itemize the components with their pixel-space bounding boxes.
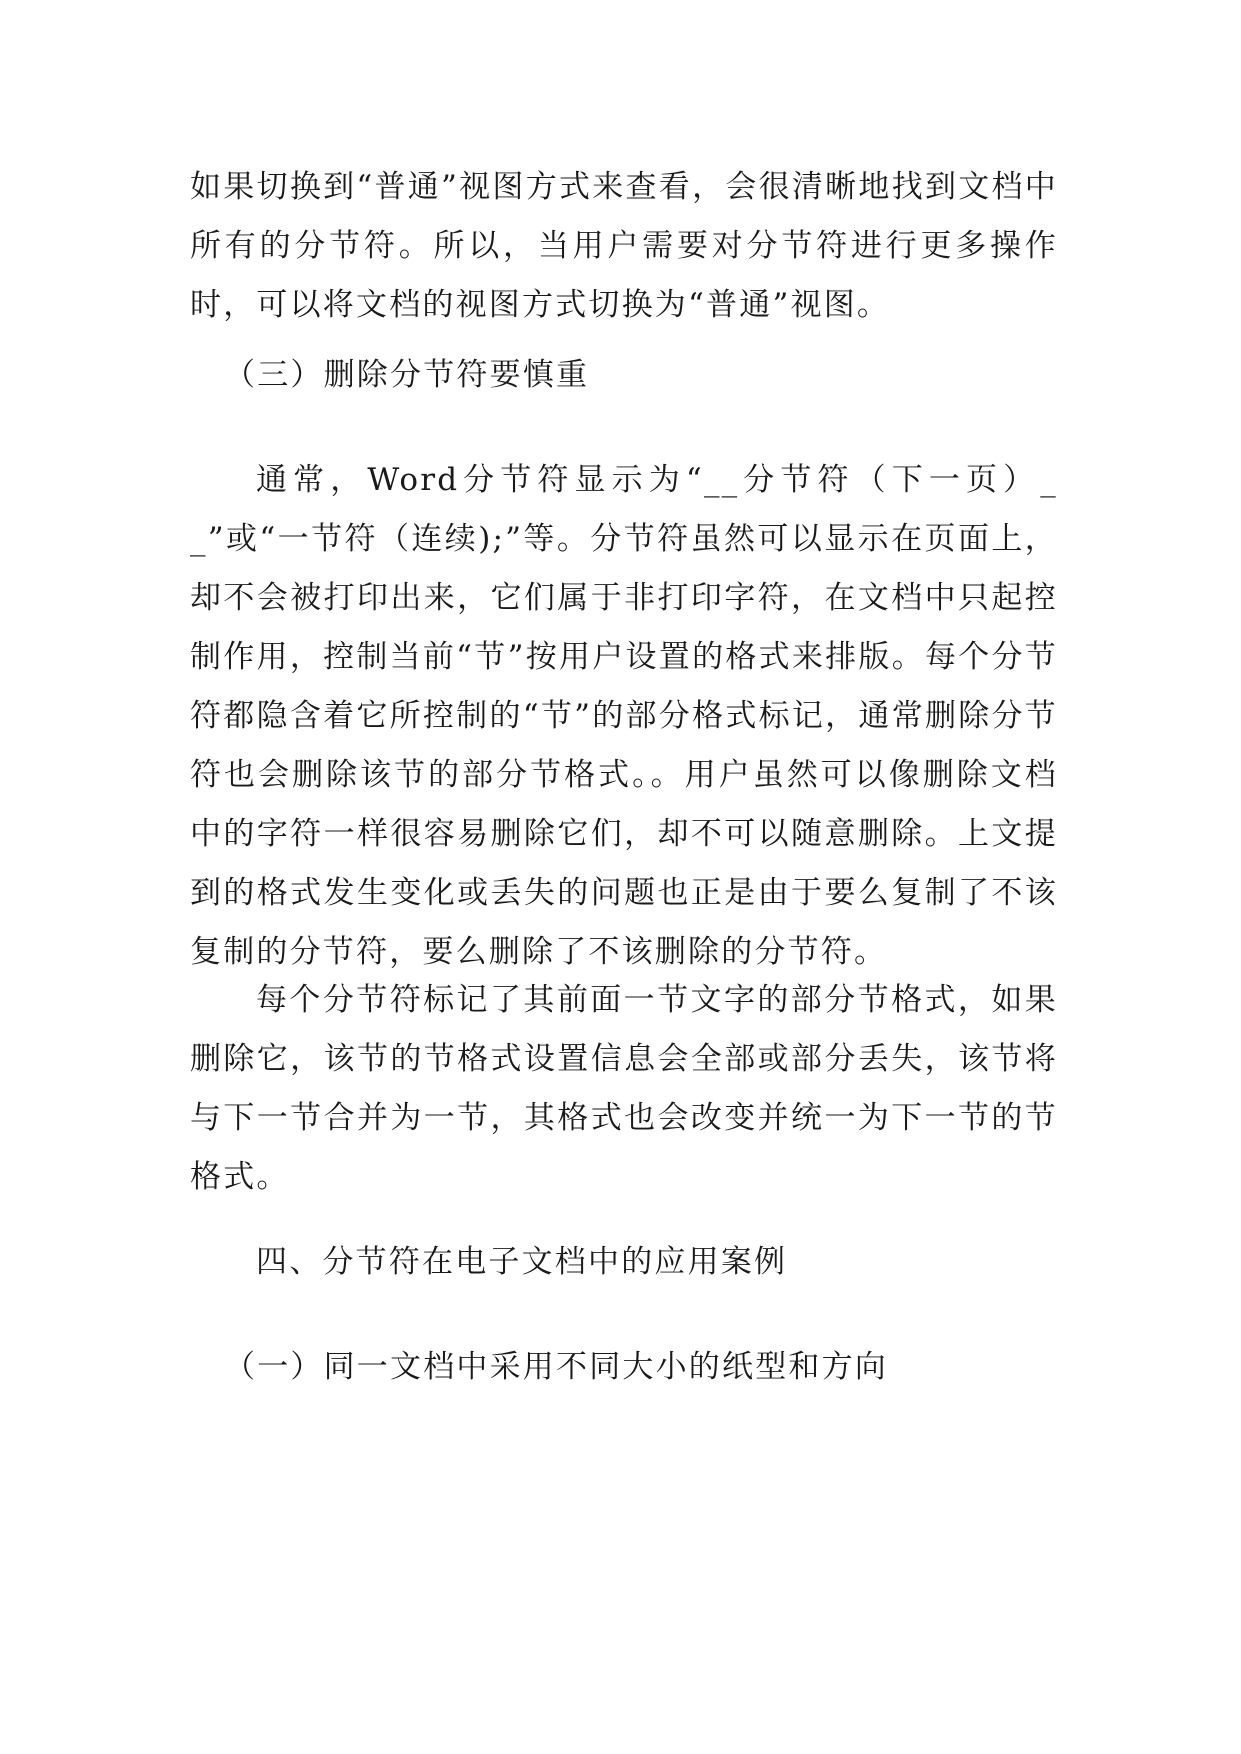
paragraph-section-break-format: 每个分节符标记了其前面一节文字的部分节格式，如果删除它，该节的节格式设置信息会全部或部分丢失，该节将与下一节合并为一节，其格式也会改变并统一为下一节的节格式。 <box>190 982 1058 1195</box>
paragraph-view-switch: 如果切换到“普通”视图方式来查看，会很清晰地找到文档中所有的分节符。所以，当用户需要对分节符进行更多操作时，可以将文档的视图方式切换为“普通”视图。 <box>190 169 1058 323</box>
heading-application-cases: 四、分节符在电子文档中的应用案例 <box>256 1244 788 1280</box>
heading-paper-size-orientation: （一）同一文档中采用不同大小的纸型和方向 <box>224 1349 888 1385</box>
paragraph-section-break-display: 通常，Word分节符显示为“__分节符（下一页）__”或“一节符（连续);”等。分节符虽然可以显示在页面上，却不会被打印出来，它们属于非打印字符，在文档中只起控制作用，控制当前“节”按用户设置的格式来排版。每个分节符都隐含着它所控制的“节”的部分格式标记，通常删除分节符也会删除该节的部分节格式。。用户虽然可以像删除文档中的字符一样很容易删除它们，却不可以随意删除。上文提到的格式发生变化或丢失的问题也正是由于要么复制了不该复制的分节符，要么删除了不该删除的分节符。 <box>190 462 1058 970</box>
heading-delete-section-break: （三）删除分节符要慎重 <box>224 357 590 393</box>
